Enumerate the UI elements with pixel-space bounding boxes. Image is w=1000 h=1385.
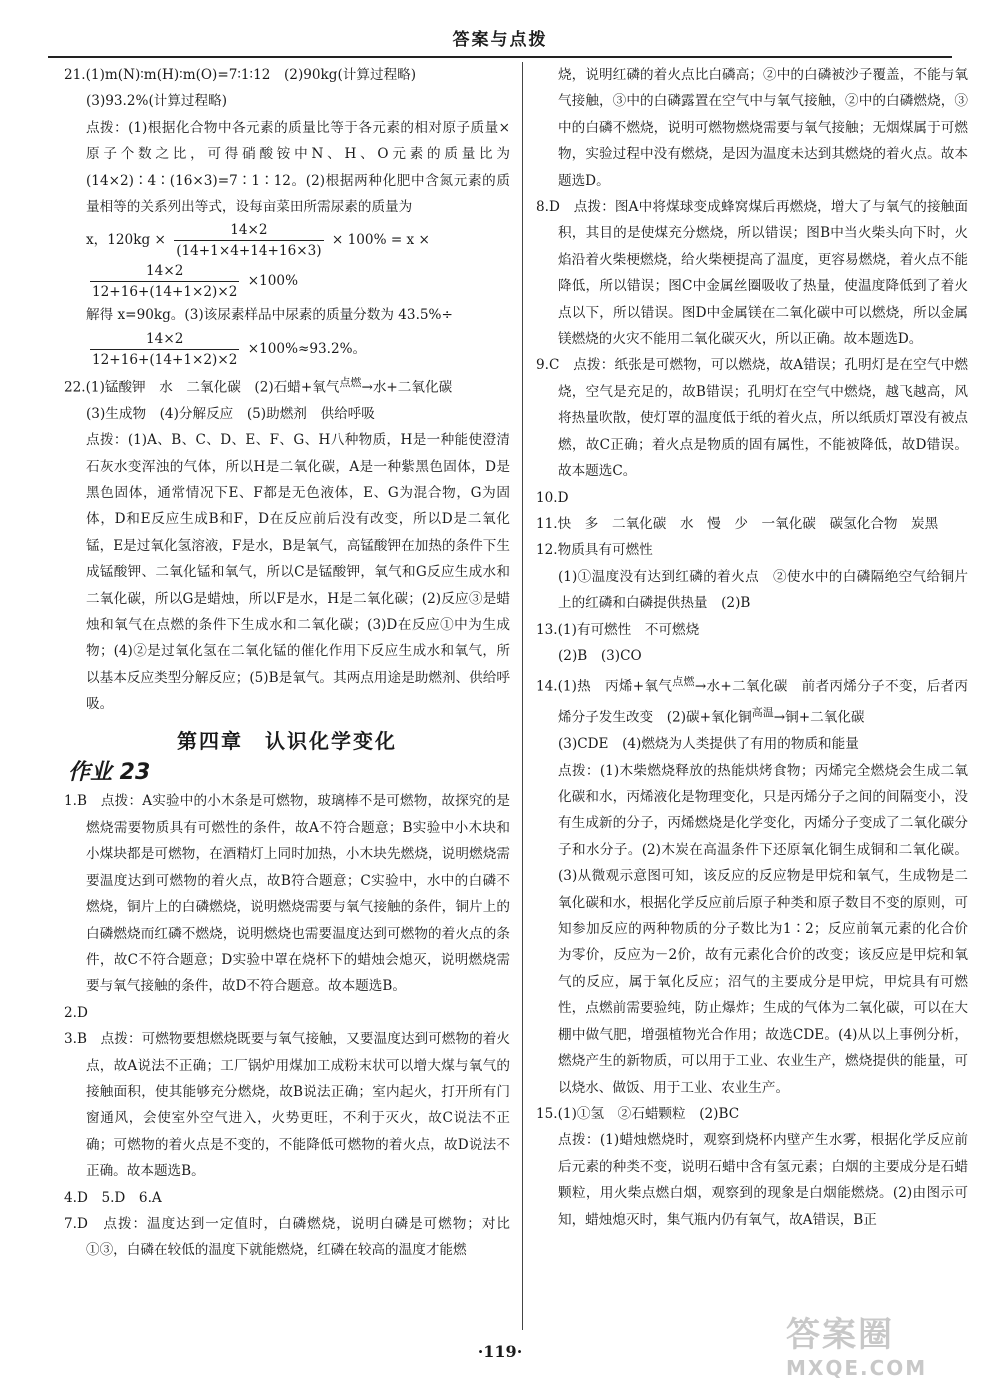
fraction-3-denominator: 12+16+(14+1×2)×2 [92,351,238,368]
answer-14-text: 14.(1)热 丙烯+氧气 [536,678,673,695]
answer-10: 10.D [536,489,569,506]
formula-1-prefix: x，120kg × [86,232,166,249]
answer-7: 7.D 点拨：温度达到一定值时，白磷燃烧，说明白磷是可燃物；对比①③，白磷在较低的温度下就能燃烧，红磷在较高的温度才能燃 [64,1215,510,1259]
chapter-title: 第四章 认识化学变化 [177,728,397,753]
formula-row-1 [64,220,510,261]
answer-11: 11.快 多 二氧化碳 水 慢 少 一氧化碳 碳氢化合物 炭黑 [536,515,939,532]
answer-12-line2: (1)①温度没有达到红磷的着火点 ②使水中的白磷隔绝空气给铜片上的红磷和白磷提供热量 (2)B [558,568,968,612]
answer-22-line1 [64,370,510,401]
homework-title: 作业 23 [68,760,151,786]
formula-2-suffix: ×100% [247,273,298,290]
answer-9: 9.C 点拨：纸张是可燃物，可以燃烧，故A错误；孔明灯是在空气中燃烧，空气是充足的，故B错误；孔明灯在空气中燃烧，越飞越高，风将热量吹散，使灯罩的温度低于纸的着火点，所以纸质灯罩没有被点燃，故C正确；着火点是物质的固有属性，不能被降低，故D错误。故本题选C。 [536,357,968,480]
fraction-3 [90,329,239,370]
reaction-condition: 点燃 [672,675,695,689]
fraction-2-denominator: 12+16+(14+1×2)×2 [92,284,238,301]
formula-row-2 [64,261,510,302]
left-column [64,62,510,1264]
answer-8: 8.D 点拨：图A中将煤球变成蜂窝煤后再燃烧，增大了与氧气的接触面积，其目的是使煤充分燃烧，所以错误；图B中当火柴头向下时，火焰沿着火柴梗燃烧，给火柴梗提高了温度，更容易燃烧，着火点不能降低，所以错误；图C中金属丝圈吸收了热量，使温度降低到了着火点以下，所以错误。图D中金属镁在二氧化碳中可以燃烧，所以金属镁燃烧的火灾不能用二氧化碳灭火，所以正确。故本题选D。 [536,199,968,348]
watermark [786,1307,986,1380]
answer-4-6: 4.D 5.D 6.A [64,1189,162,1206]
answer-21-explanation: 点拨：(1)根据化合物中各元素的质量比等于各元素的相对原子质量×原子个数之比，可得硝酸铵中N、H、O元素的质量比为(14×2)∶4∶(16×3)=7∶1∶12。(2)根据两种化肥中含氮元素的质量相等的关系列出等式，设每亩菜田所需尿素的质量为 [86,119,510,216]
reaction-arrow-icon: → [361,379,373,396]
watermark-logo: 答案圈 [786,1315,894,1355]
page-header [48,26,952,58]
watermark-url: MXQE.COM [786,1356,928,1380]
reaction-condition: 点燃 [339,375,362,389]
column-divider [522,62,523,1330]
answer-15-explanation: 点拨：(1)蜡烛燃烧时，观察到烧杯内壁产生水雾，根据化学反应前后元素的种类不变，说明石蜡中含有氢元素；白烟的主要成分是石蜡颗粒，用火柴点燃白烟，观察到的现象是白烟能燃烧。(2)由图示可知，蜡烛熄灭时，集气瓶内仍有氧气，故A错误，B正 [558,1132,968,1228]
right-column [536,62,968,1233]
answer-2: 2.D [64,1004,88,1021]
reaction-arrow-icon: → [773,709,786,726]
answer-22-text: 22.(1)锰酸钾 水 二氧化碳 (2)石蜡+氧气 [64,379,340,396]
formula-row-3: 解得 x=90kg。(3)该尿素样品中尿素的质量分数为 43.5%÷ [86,307,453,324]
answer-22-product: 水+二氧化碳 [372,379,453,396]
answer-22-line2: (3)生成物 (4)分解反应 (5)助燃剂 供给呼吸 [86,405,375,422]
answer-1: 1.B 点拨：A实验中的小木条是可燃物，玻璃棒不是可燃物，故探究的是燃烧需要物质具有可燃性的条件，故A不符合题意；B实验中小木块和小煤块都是可燃物，在酒精灯上同时加热，小木块先燃烧，说明燃烧需要温度达到可燃物的着火点，故B符合题意；C实验中，水中的白磷不燃烧，铜片上的白磷燃烧，说明燃烧需要与氧气接触的条件，铜片上的白磷燃烧而红磷不燃烧，说明燃烧也需要温度达到可燃物的着火点的条件，故C不符合题意；D实验中罩在烧杯下的蜡烛会熄灭，说明燃烧需要与氧气接触的条件，故D不符合题意。故本题选B。 [64,793,510,995]
answer-3: 3.B 点拨：可燃物要想燃烧既要与氧气接触，又要温度达到可燃物的着火点，故A说法不正确；工厂锅炉用煤加工成粉末状可以增大煤与氧气的接触面积，使其能够充分燃烧，故B说法正确；室内起火，打开所有门窗通风，会使室外空气进入，火势更旺，不利于灭火，故C说法不正确；可燃物的着火点是不变的，不能降低可燃物的着火点，故D说法不正确。故本题选B。 [64,1031,510,1180]
answer-12-line1: 12.物质具有可燃性 [536,542,653,559]
reaction-condition: 高温 [751,706,774,720]
fraction-1-numerator: 14×2 [174,220,323,241]
answer-7-continued: 烧，说明红磷的着火点比白磷高；②中的白磷被沙子覆盖，不能与氧气接触，③中的白磷露置在空气中与氧气接触，②中的白磷燃烧，③中的白磷不燃烧，说明可燃物燃烧需要与氧气接触；无烟煤属于可燃物，实验过程中没有燃烧，是因为温度未达到其燃烧的着火点。故本题选D。 [558,67,968,189]
formula-4-suffix: ×100%≈93.2%。 [247,340,367,357]
fraction-2 [90,261,239,302]
answer-14-line1 [536,669,968,731]
fraction-1-denominator: (14+1×4+14+16×3) [176,243,322,260]
page-number: ·119· [477,1342,523,1361]
header-title: 答案与点拨 [452,30,548,50]
answer-14-explanation: 点拨：(1)木柴燃烧释放的热能烘烤食物；丙烯完全燃烧会生成二氧化碳和水，丙烯液化是物理变化，只是丙烯分子之间的间隔变小，没有生成新的分子，丙烯燃烧是化学变化，丙烯分子变成了二氧化碳分子和水分子。(2)木炭在高温条件下还原氧化铜生成铜和二氧化碳。(3)从微观示意图可知，该反应的反应物是甲烷和氧气，生成物是二氧化碳和水，根据化学反应前后原子种类和原子数目不变的原则，可知参加反应的两种物质的分子数比为1∶2；反应前氧元素的化合价为零价，反应为－2价，故有元素化合价的改变；该反应是甲烷和氧气的反应，属于氧化反应；沼气的主要成分是甲烷，甲烷具有可燃性，点燃前需要验纯，防止爆炸；生成的气体为二氧化碳，可以在大棚中做气肥，增强植物光合作用；故选CDE。(4)从以上事例分析，燃烧产生的新物质，可以用于工业、农业生产，燃烧提供的能量，可以烧水、做饭、用于工业、农业生产。 [558,762,968,1096]
fraction-1 [174,220,323,261]
answer-13-line1: 13.(1)有可燃性 不可燃烧 [536,621,700,638]
answer-15-line1: 15.(1)①氢 ②石蜡颗粒 (2)BC [536,1105,740,1122]
answer-21-line2: (3)93.2%(计算过程略) [86,93,228,110]
fraction-3-numerator: 14×2 [90,329,239,350]
reaction-arrow-icon: → [694,678,707,695]
answer-22-explanation: 点拨：(1)A、B、C、D、E、F、G、H八种物质，H是一种能使澄清石灰水变浑浊的气体，所以H是二氧化碳，A是一种紫黑色固体，D是黑色固体，通常情况下E、F都是无色液体，E、G为混合物，G为固体，D和E反应生成B和F，D在反应前后没有改变，所以D是二氧化锰，E是过氧化氢溶液，F是水，B是氧气，高锰酸钾在加热的条件下生成锰酸钾、二氧化锰和氧气，所以C是锰酸钾，氧气和G反应生成水和二氧化碳，所以G是蜡烛，所以F是水，H是二氧化碳；(2)反应③是蜡烛和氧气在点燃的条件下生成水和二氧化碳；(3)D在反应①中为生成物；(4)②是过氧化氢在二氧化锰的催化作用下反应生成水和氧气，所以基本反应类型分解反应；(5)B是氧气。其两点用途是助燃剂、供给呼吸。 [86,432,510,713]
fraction-2-numerator: 14×2 [90,261,239,282]
formula-1-suffix: × 100% = x × [331,232,430,249]
answer-14-end: 铜+二氧化碳 [785,709,865,726]
answer-21-line1: 21.(1)m(N)∶m(H)∶m(O)=7∶1∶12 (2)90kg(计算过程略) [64,67,417,83]
answer-13-line2: (2)B (3)CO [558,647,642,664]
answer-14-mid: 水+二氧化碳 前者丙烯分子不变，后者丙烯分子发生改变 (2)碳+氧化铜 [558,678,969,726]
formula-row-4 [64,329,510,370]
answer-14-line3: (3)CDE (4)燃烧为人类提供了有用的物质和能量 [558,736,859,753]
